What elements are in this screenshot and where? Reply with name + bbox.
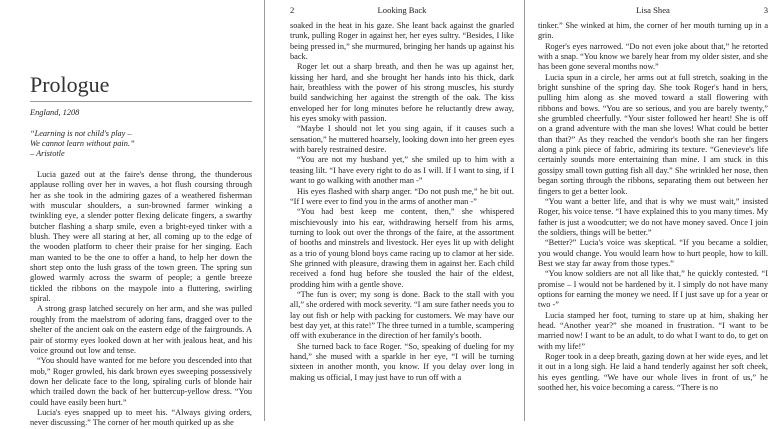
- paragraph: “You know soldiers are not all like that,” he quickly contested. “I promise – I would not be hardened by it. I simply do not have many options for earning the money we need. If I just save up for a year or two -”: [538, 269, 768, 310]
- page-number: 3: [763, 5, 768, 15]
- place-date-line: England, 1208: [30, 108, 80, 117]
- page-header: [290, 5, 514, 17]
- paragraph: “You should have wanted for me before you descended into that mob,” Roger growled, his dark brown eyes sweeping possessively down her delicate face to the long, spiraling curls of blonde hair which trailed down the back of her buttercup-yellow dress. “You could have easily been hurt.”: [30, 356, 252, 407]
- paragraph: “Maybe I should not let you sing again, if it causes such a sensation,” he muttered hoarsely, looking down into her green eyes with barely restrained desire.: [290, 124, 514, 155]
- paragraph: Lucia's eyes snapped up to meet his. “Always giving orders, never discussing.” The corner of her mouth quirked up as she: [30, 407, 252, 428]
- paragraph: tinker.” She winked at him, the corner of her mouth turning up in a grin.: [538, 21, 768, 41]
- paragraph: Roger took in a deep breath, gazing down at her wide eyes, and let it out in a long sigh. He laid a hand tenderly against her soft cheek, his eyes gentling. “We have our whole lives in front of us,” he soothed her, his voice becoming a caress. “There is no: [538, 352, 768, 393]
- body-text: [538, 21, 768, 393]
- chapter-title: Prologue: [30, 72, 110, 97]
- page-divider: [524, 0, 525, 421]
- running-head: Looking Back: [377, 5, 427, 15]
- paragraph: Roger's eyes narrowed. “Do not even joke about that,” he retorted with a snap. “You know we barely hear from my older sister, and she has been gone several months now.”: [538, 41, 768, 72]
- running-head: Lisa Shea: [636, 5, 670, 15]
- paragraph: “Better?” Lucia's voice was skeptical. “If you became a soldier, you would change. You would learn how to hurt people, how to kill. Best we stay far away from those types.”: [538, 238, 768, 268]
- paragraph: “The fun is over; my song is done. Back to the stall with you all,” she ordered with mock severity. “I am sure father needs you to lay out fish or help with packing for customers. We may have our best day yet, at this rate!” The three turned in a tumble, scampering off with exuberance in the direction of her family's booth.: [290, 289, 514, 341]
- paragraph: soaked in the heat in his gaze. She leant back against the gnarled trunk, pulling Roger in against her, her eyes sultry. “Besides, I like being pressed in,” she murmured, bringing her hands up against his back.: [290, 21, 514, 62]
- paragraph: Lucia stamped her foot, turning to stare up at him, shaking her head. “Another year?” she moaned in frustration. “I want to be married now! I want to be an adult, to do what I want to do, to get on with my life!”: [538, 310, 768, 351]
- middle-page: [268, 0, 522, 421]
- right-page: [528, 0, 782, 421]
- left-page: [0, 0, 262, 428]
- paragraph: Lucia spun in a circle, her arms out at full stretch, soaking in the bright sunshine of the spring day. She took Roger's hand in hers, pulling him along as she moved toward a stall flowering with ribbons and bows. “You are so serious, and you are barely twenty,” she grumbled cheerfully. “Your sister followed her heart! She is off on a grand adventure with the man she loves! What could be better than that?” As they reached the vendor's booth she ran her fingers along a pink piece of fabric, admiring its texture. “Genevieve's life certainly sounds more entertaining than mine. I am stuck in this gossipy small town gutting fish all day.” She wrinkled her nose, then began sorting through the ribbons, separating them out between her fingers to get a better look.: [538, 72, 768, 196]
- body-text: [290, 21, 514, 383]
- paragraph: A strong grasp latched securely on her arm, and she was pulled roughly from the maelstrom of adoring fans, dragged over to the shelter of the ancient oak on the eastern edge of the fairgrounds. A pair of stormy eyes looked down at her with jealous heat, and his voice ground out low and tense.: [30, 304, 252, 355]
- paragraph: Roger let out a sharp breath, and then he was up against her, kissing her hard, and she brought her hands into his thick, dark hair, breathless with the power of his strong muscles, his sturdy build sandwiching her against the strength of the oak. The kiss enveloped her for long minutes before he reluctantly drew away, his eyes smoky with passion.: [290, 62, 514, 124]
- page-divider: [264, 0, 265, 421]
- paragraph: “You are not my husband yet,” she smiled up to him with a teasing lilt. “I have every right to do as I will. If I want to sing, if I want to go walking with another man -”: [290, 155, 514, 186]
- paragraph: Lucia gazed out at the faire's dense throng, the thunderous applause rolling over her in waves, a hot flush coursing through her as she took in the admiring gazes of a weathered fisherman with muscular shoulders, a sun-browned farmer winking a twinkling eye, a slender potter flexing delicate fingers, a swarthy butcher flashing a sharp smile, even a bright-eyed tinker with a blush. They were all staring at her, all coming up to the edge of the wooden platform to cheer their praise for her singing. Each man wanted to be the one to offer a hand, to help her down the short step onto the lush grass of the town green. The spring sun glowed warmly across the swarm of people; a gentle breeze tickled the ribbons on the maypole into a fluttering, swirling spiral.: [30, 170, 252, 304]
- paragraph: His eyes flashed with sharp anger. “Do not push me,” he bit out. “If I were ever to find you in the arms of another man -”: [290, 186, 514, 206]
- paragraph: “You want a better life, and that is why we must wait,” insisted Roger, his voice tense. “I have explained this to you many times. My father is just a woodcutter; we do not have money saved. Once I join the soldiers, things will be better.”: [538, 196, 768, 237]
- epigraph-attribution: – Aristotle: [30, 149, 65, 158]
- chapter-rule: [30, 101, 252, 102]
- paragraph: She turned back to face Roger. “So, speaking of dueling for my hand,” she mused with a sparkle in her eye, “I will be turning sixteen in another month, you know. If you delay over long in making us official, I may just have to run off with a: [290, 341, 514, 382]
- page-number: 2: [290, 5, 295, 15]
- epigraph: [30, 129, 252, 159]
- paragraph: “You had best keep me content, then,” she whispered mischievously into his ear, withdrawing herself from his arms, turning to look out over the throngs of the faire, at the assortment of booths and minstrels and livestock. Her eyes lit up with delight as a trio of young blond boys came racing up to clamor at her side. She grinned with pleasure, drawing them in against her. Each child received a fond hug before she tousled the hair of the eldest, prodding him with a gentle shove.: [290, 207, 514, 289]
- epigraph-line: “Learning is not child's play –: [30, 129, 132, 138]
- body-text: [30, 170, 252, 429]
- epigraph-line: We cannot learn without pain.”: [30, 139, 135, 148]
- page-header: [538, 5, 768, 17]
